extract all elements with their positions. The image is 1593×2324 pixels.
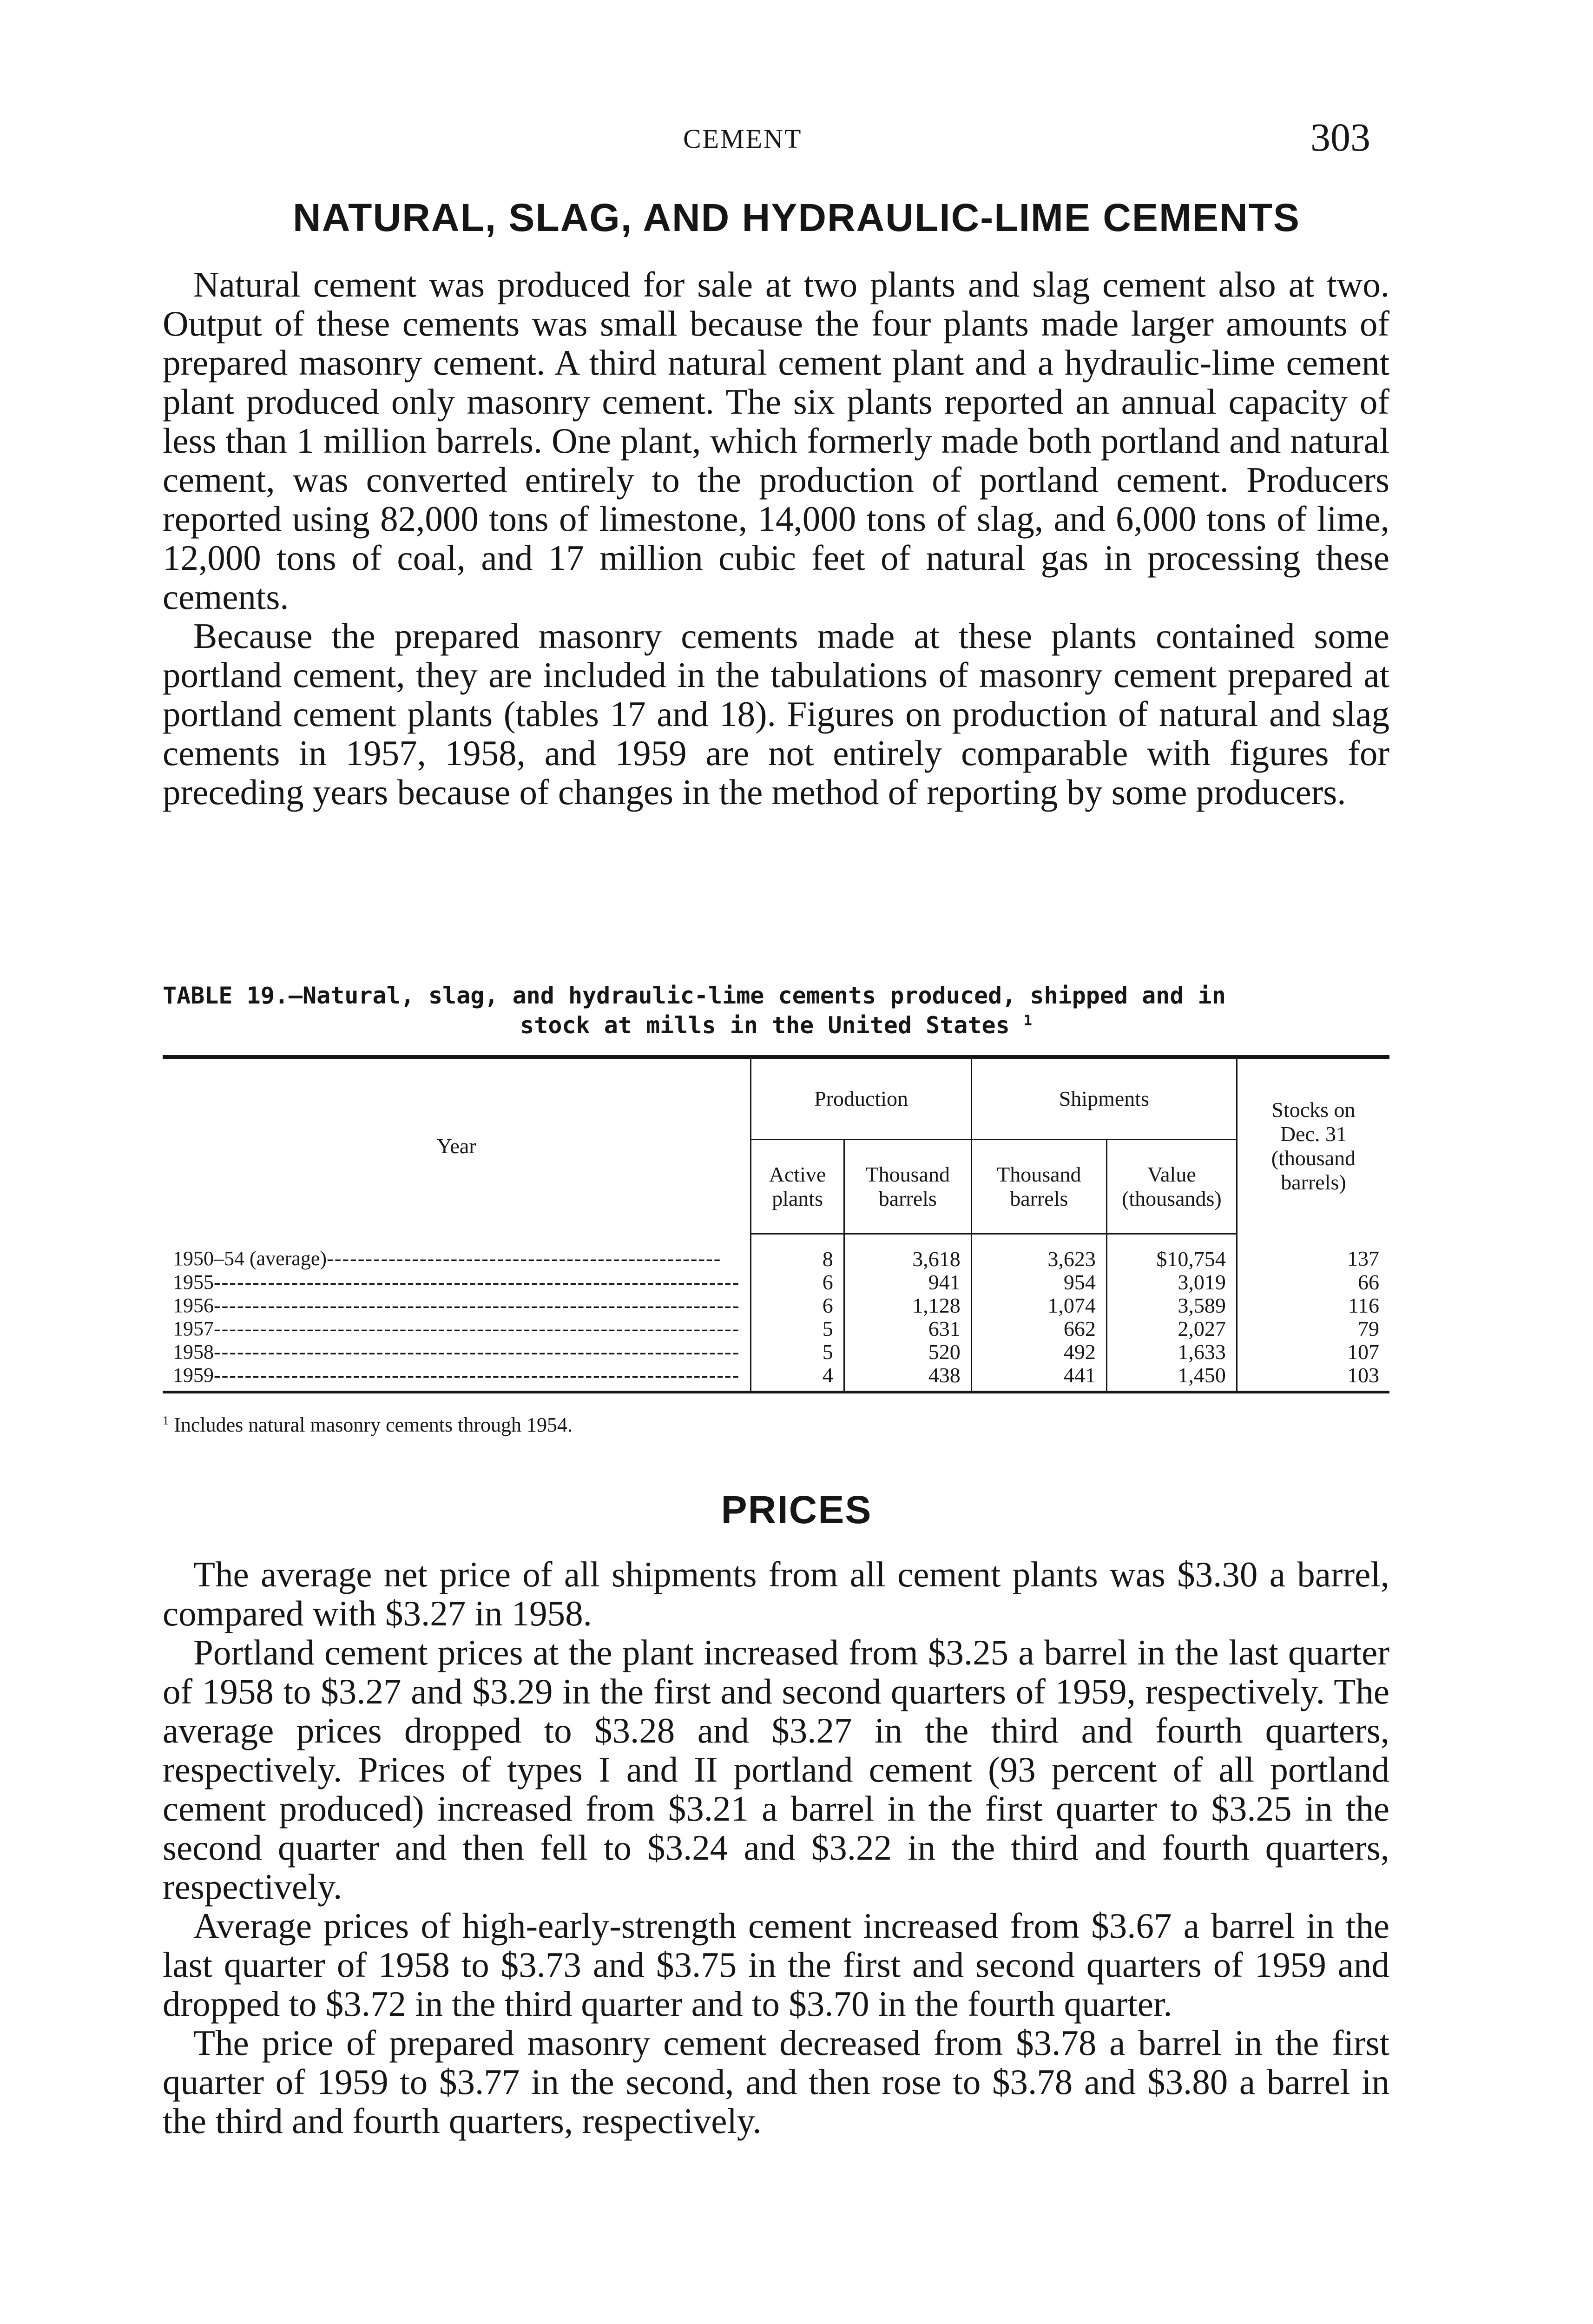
header-year: Year bbox=[163, 1057, 751, 1234]
paragraph: Portland cement prices at the plant increased from $3.25 a barrel in the last quarter of 1958 to $3.27 and $3.29 in the first and second quarters of 1959, respectively. The average prices dropped to $3.28 and $3.27 in the third and fourth quarters, respectively. Prices of types I and II portland cement (93 percent of all portland cement produced) increased from $3.21 a barrel in the first quarter to $3.25 in the second quarter and then fell to $3.24 and $3.22 in the third and fourth quarters, respectively. bbox=[163, 1632, 1389, 1907]
row-year: 1957-------------------------------------------------------------------- bbox=[173, 1317, 740, 1340]
header-stocks: Stocks on Dec. 31 (thousand barrels) bbox=[1237, 1057, 1389, 1234]
cell-shipments: 3,623 bbox=[971, 1234, 1106, 1271]
page-number: 303 bbox=[1310, 115, 1370, 159]
table-row bbox=[163, 1234, 1389, 1271]
cell-stocks: 116 bbox=[1237, 1294, 1389, 1317]
paragraph: Natural cement was produced for sale at two plants and slag cement also at two. Output of these cements was small because the four plants made larger amounts of prepared masonry cement. A third natural cement plant and a hydraulic-lime cement plant produced only masonry cement. The six plants reported an annual capacity of less than 1 million barrels. One plant, which formerly made both portland and natural cement, was converted entirely to the production of portland cement. Producers reported using 82,000 tons of limestone, 14,000 tons of slag, and 6,000 tons of lime, 12,000 tons of coal, and 17 million cubic feet of natural gas in processing these cements. bbox=[163, 264, 1389, 617]
table-row bbox=[163, 1340, 1389, 1364]
header-shipments-thousand-barrels: Thousand barrels bbox=[971, 1140, 1106, 1234]
table-row bbox=[163, 1317, 1389, 1340]
cell-active-plants: 4 bbox=[751, 1364, 844, 1392]
paragraph: The average net price of all shipments from all cement plants was $3.30 a barrel, compared with $3.27 in 1958. bbox=[163, 1554, 1389, 1633]
header-production-thousand-barrels: Thousand barrels bbox=[844, 1140, 971, 1234]
paragraph: The price of prepared masonry cement decreased from $3.78 a barrel in the first quarter of 1959 to $3.77 in the second, and then rose to $3.78 and $3.80 a barrel in the third and fourth quarters, respectively. bbox=[163, 2023, 1389, 2141]
cement-statistics-table bbox=[163, 1055, 1389, 1393]
header-active-plants: Active plants bbox=[751, 1140, 844, 1234]
cell-value: 1,450 bbox=[1106, 1364, 1237, 1392]
cell-active-plants: 5 bbox=[751, 1317, 844, 1340]
cell-value: 1,633 bbox=[1106, 1340, 1237, 1364]
header-shipments: Shipments bbox=[971, 1057, 1237, 1140]
section-title-prices: PRICES bbox=[721, 1488, 872, 1532]
row-year: 1959-------------------------------------------------------------------- bbox=[163, 1364, 751, 1392]
cell-active-plants: 6 bbox=[751, 1294, 844, 1317]
cell-production: 941 bbox=[844, 1271, 971, 1294]
header-value: Value (thousands) bbox=[1106, 1140, 1237, 1234]
row-year: 1950–54 (average)--------------------------------------------------- bbox=[173, 1247, 722, 1270]
table-row bbox=[163, 1271, 1389, 1294]
cell-stocks: 103 bbox=[1237, 1364, 1389, 1392]
section-body-natural-cements bbox=[163, 265, 1389, 812]
cell-production: 438 bbox=[844, 1364, 971, 1392]
footnote-ref: 1 bbox=[1023, 1012, 1032, 1029]
cell-shipments: 492 bbox=[971, 1340, 1106, 1364]
paragraph: Average prices of high-early-strength cement increased from $3.67 a barrel in the last quarter of 1958 to $3.73 and $3.75 in the first and second quarters of 1959 and dropped to $3.72 in the third quarter and to $3.70 in the fourth quarter. bbox=[163, 1906, 1389, 2024]
cell-active-plants: 5 bbox=[751, 1340, 844, 1364]
section-body-prices bbox=[163, 1555, 1389, 2140]
footnote-mark: 1 bbox=[163, 1413, 169, 1427]
table-caption-line-2: stock at mills in the United States $^1$ bbox=[520, 1012, 1032, 1039]
cell-stocks: 137 bbox=[1237, 1234, 1389, 1271]
cell-shipments: 662 bbox=[971, 1317, 1106, 1340]
cell-shipments: 441 bbox=[971, 1364, 1106, 1392]
cell-value: 3,019 bbox=[1106, 1271, 1237, 1294]
cell-production: 3,618 bbox=[844, 1234, 971, 1271]
running-head: CEMENT bbox=[683, 124, 803, 154]
row-year: 1955-------------------------------------------------------------------- bbox=[173, 1271, 740, 1294]
row-year: 1958-------------------------------------------------------------------- bbox=[173, 1340, 740, 1363]
section-title-natural-cements: NATURAL, SLAG, AND HYDRAULIC-LIME CEMENTS bbox=[293, 196, 1300, 239]
table-footnote: $^1$ Includes natural masonry cements through 1954. bbox=[163, 1413, 573, 1436]
header-production: Production bbox=[751, 1057, 971, 1140]
table-row bbox=[163, 1294, 1389, 1317]
row-year: 1956-------------------------------------------------------------------- bbox=[173, 1294, 740, 1317]
table-caption-line-1: TABLE 19.—Natural, slag, and hydraulic-lime cements produced, shipped and in bbox=[163, 982, 1226, 1009]
cell-value: $10,754 bbox=[1106, 1234, 1237, 1271]
table-row bbox=[163, 1364, 1389, 1392]
cell-value: 3,589 bbox=[1106, 1294, 1237, 1317]
cell-production: 1,128 bbox=[844, 1294, 971, 1317]
cell-stocks: 66 bbox=[1237, 1271, 1389, 1294]
cell-active-plants: 6 bbox=[751, 1271, 844, 1294]
cell-value: 2,027 bbox=[1106, 1317, 1237, 1340]
cell-shipments: 954 bbox=[971, 1271, 1106, 1294]
cell-stocks: 107 bbox=[1237, 1340, 1389, 1364]
cell-stocks: 79 bbox=[1237, 1317, 1389, 1340]
cell-active-plants: 8 bbox=[751, 1234, 844, 1271]
table-caption bbox=[163, 981, 1389, 1040]
cell-production: 520 bbox=[844, 1340, 971, 1364]
cell-shipments: 1,074 bbox=[971, 1294, 1106, 1317]
paragraph: Because the prepared masonry cements made at these plants contained some portland cement, they are included in the tabulations of masonry cement prepared at portland cement plants (tables 17 and 18). Figures on production of natural and slag cements in 1957, 1958, and 1959 are not entirely comparable with figures for preceding years because of changes in the method of reporting by some producers. bbox=[163, 616, 1389, 812]
cell-production: 631 bbox=[844, 1317, 971, 1340]
